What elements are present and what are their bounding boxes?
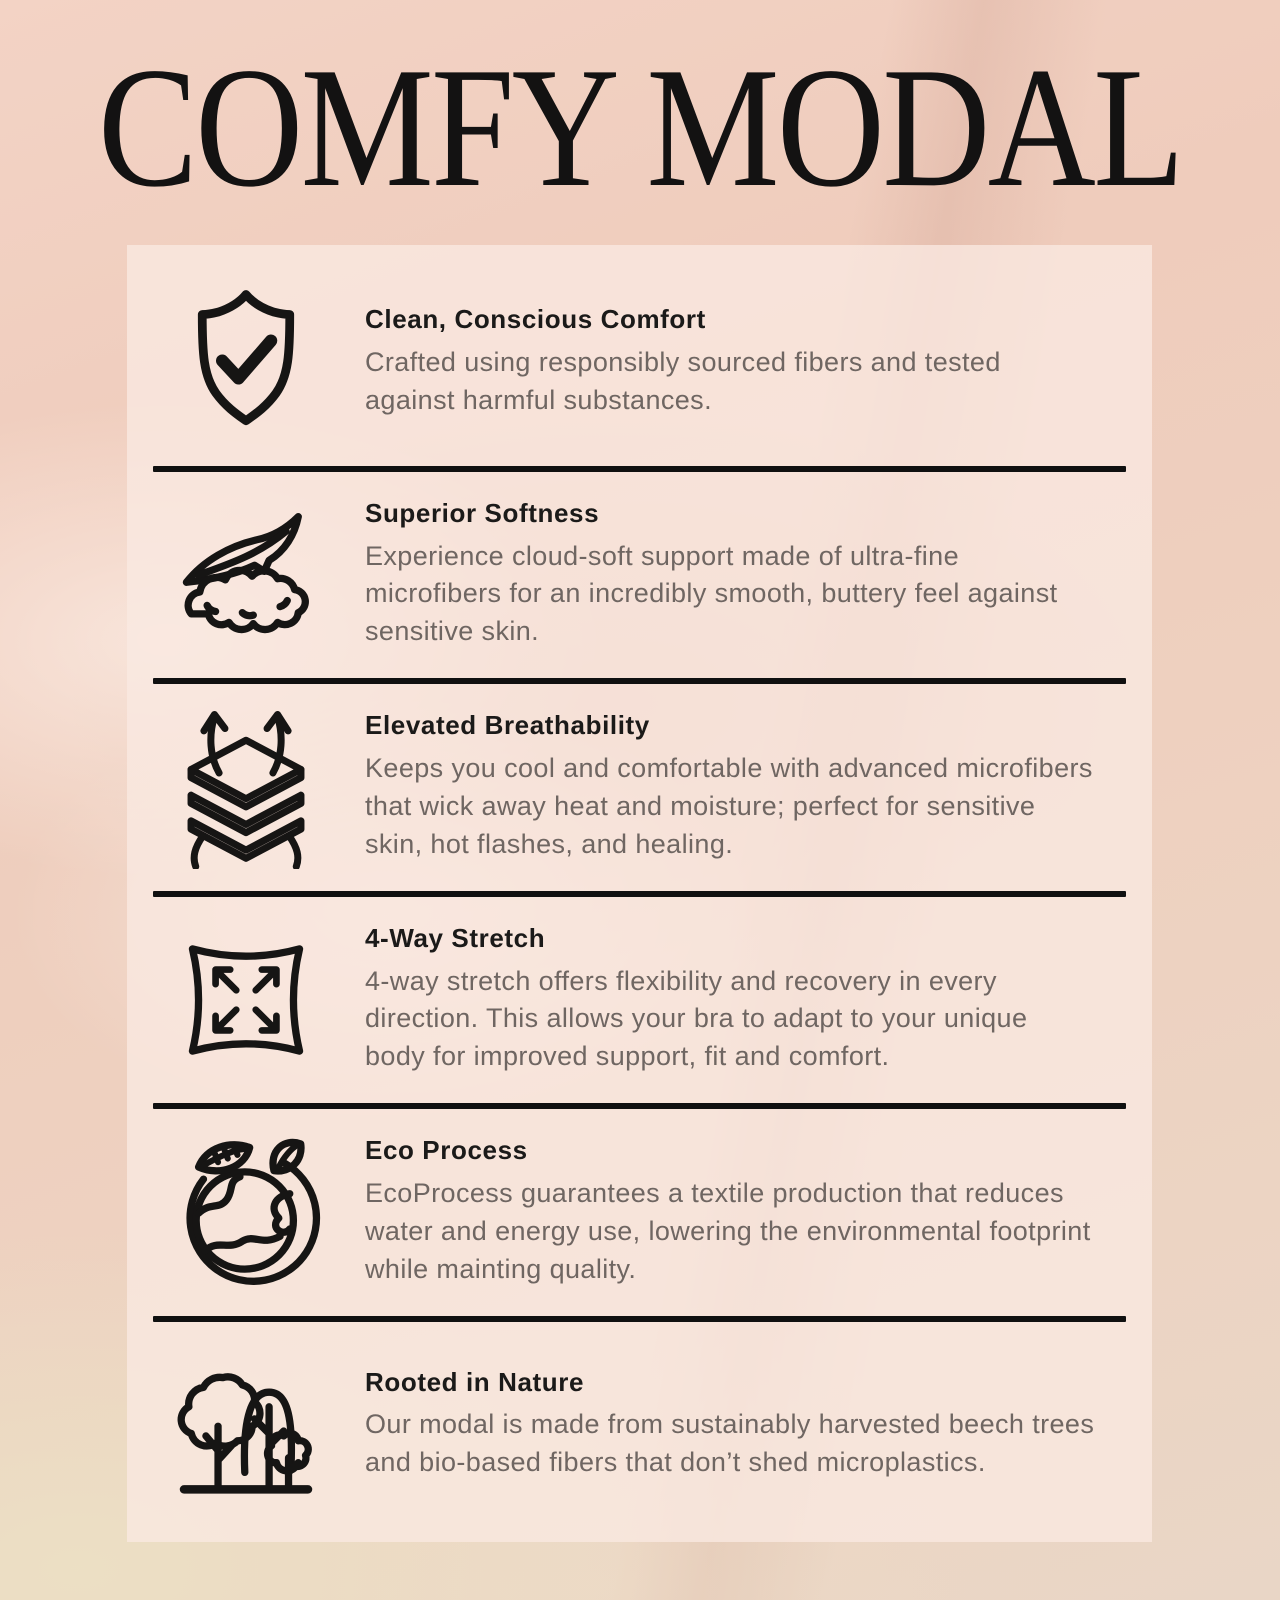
- feature-section-clean-comfort: [127, 259, 1152, 466]
- four-way-stretch-icon: [127, 927, 365, 1073]
- section-heading: Elevated Breathability: [365, 710, 650, 741]
- section-heading: 4-Way Stretch: [365, 922, 546, 953]
- shield-check-icon: [127, 278, 365, 446]
- section-heading: Rooted in Nature: [365, 1366, 585, 1397]
- section-body: Experience cloud-soft support made of ultra-fine microfibers for an incredibly smooth, buttery feel against sensitive skin.: [365, 540, 1058, 647]
- feature-section-stretch: [127, 897, 1152, 1104]
- page-title: COMFY MODAL: [97, 33, 1183, 223]
- section-body: EcoProcess guarantees a textile production that reduces water and energy use, lowering the environmental footprint while mainting quality.: [365, 1178, 1091, 1284]
- feature-panel: [127, 245, 1152, 1542]
- section-body: Our modal is made from sustainably harvested beech trees and bio-based fibers that don’t shed microplastics.: [365, 1409, 1095, 1478]
- eco-globe-icon: [127, 1133, 365, 1291]
- feature-section-breathability: [127, 684, 1152, 891]
- feather-cloud-icon: [127, 502, 365, 648]
- section-heading: Eco Process: [365, 1135, 528, 1166]
- section-body: 4-way stretch offers flexibility and recovery in every direction. This allows your bra to adapt to your unique body for improved support, fit and comfort.: [365, 965, 1028, 1072]
- section-body: Keeps you cool and comfortable with advanced microfibers that wick away heat and moisture; perfect for sensitive skin, hot flashes, and healing.: [365, 753, 1093, 859]
- section-heading: Clean, Conscious Comfort: [365, 304, 706, 334]
- breathable-layers-icon: [127, 705, 365, 869]
- section-body: Crafted using responsibly sourced fibers and tested against harmful substances.: [365, 346, 1001, 415]
- section-heading: Superior Softness: [365, 497, 600, 528]
- feature-section-softness: [127, 472, 1152, 679]
- trees-icon: [127, 1346, 365, 1504]
- feature-section-eco-process: [127, 1109, 1152, 1316]
- feature-section-nature: [127, 1322, 1152, 1529]
